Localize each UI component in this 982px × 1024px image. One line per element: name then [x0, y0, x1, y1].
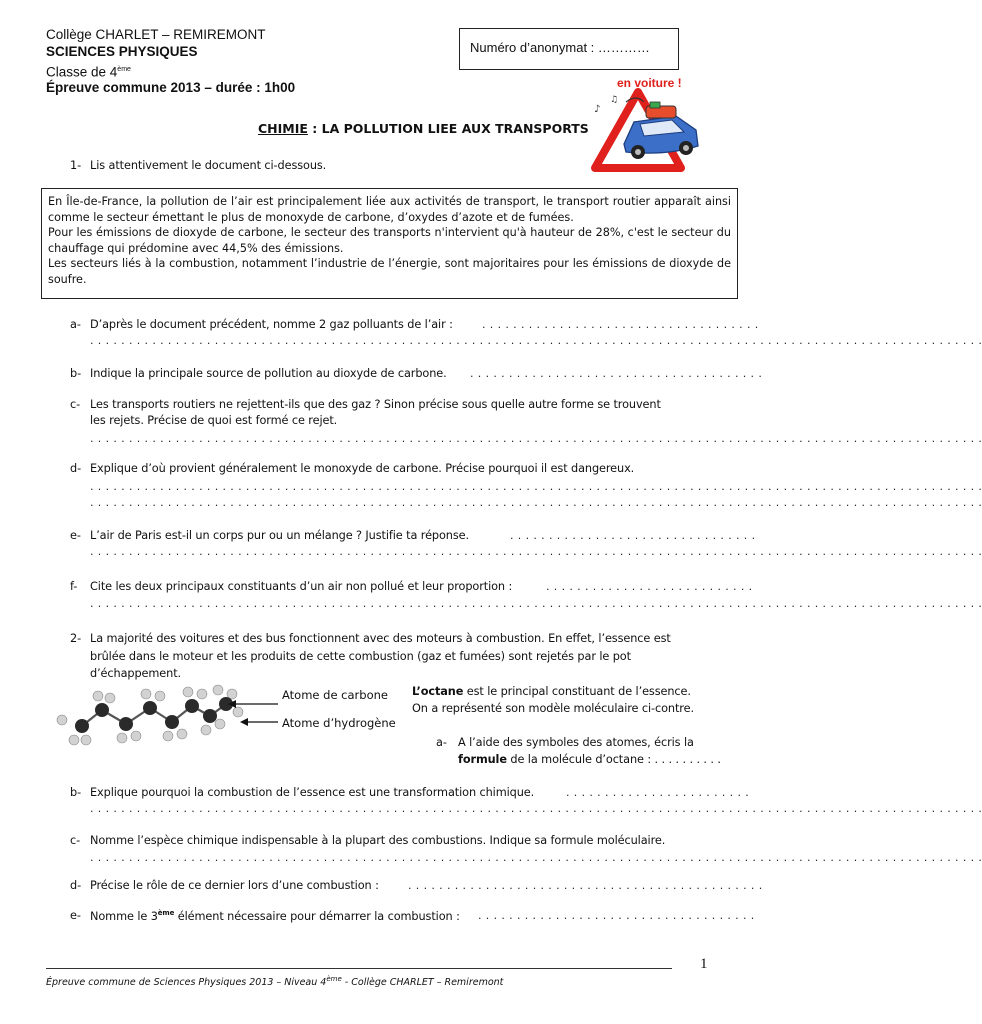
question-2-number: 2- — [70, 632, 82, 645]
question-2-text: La majorité des voitures et des bus fonctionnent avec des moteurs à combustion. En effet, l’essence est — [90, 632, 671, 645]
question-1-number: 1- — [70, 159, 82, 172]
answer-line[interactable]: . . . . . . . . . . . . . . . . . . . . . . . . . . . . . . . . . . . . . . . . . . . . . . . . . . . . . . . . . . . . . . . . . . . . . . . . . . . . . . . . . . . . . . . . . . . . . . . . . . . . . . . . . . . . . . . . . . . — [90, 480, 982, 493]
subject-title: SCIENCES PHYSIQUES — [46, 44, 198, 59]
question-text: L’air de Paris est-il un corps pur ou un mélange ? Justifie ta réponse. — [90, 529, 469, 542]
question-letter: d- — [70, 879, 82, 892]
answer-line[interactable]: . . . . . . . . . . . . . . . . . . . . . . . . . . . . . . . . . . . . . . — [470, 367, 763, 380]
car-warning-illustration — [586, 72, 706, 172]
question-letter: e- — [70, 529, 81, 542]
warning-sign-icon — [586, 72, 706, 172]
question-text: A l’aide des symboles des atomes, écris la — [458, 736, 694, 749]
question-text: Nomme le 3ème élément nécessaire pour démarrer la combustion : — [90, 909, 460, 923]
document-excerpt — [41, 188, 738, 299]
question-letter: a- — [436, 736, 447, 749]
class-level: Classe de 4ème — [46, 64, 131, 80]
carbon-atom-label: Atome de carbone — [282, 688, 388, 702]
page-number: 1 — [700, 956, 708, 972]
section-title: CHIMIE : LA POLLUTION LIEE AUX TRANSPORTS — [258, 121, 589, 136]
answer-line[interactable]: . . . . . . . . . . . . . . . . . . . . . . . . . . . . . . . . . . . . . . . . . . . . . . . . . . . . . . . . . . . . . . . . . . . . . . . . . . . . . . . . . . . . . . . . . . . . . . . . . . . . . . . . . . . . . . . . . . . — [90, 597, 982, 610]
question-text: Explique pourquoi la combustion de l’essence est une transformation chimique. — [90, 786, 535, 799]
question-2-text: d’échappement. — [90, 667, 182, 680]
question-text: Indique la principale source de pollution au dioxyde de carbone. — [90, 367, 447, 380]
question-letter: f- — [70, 580, 78, 593]
answer-line[interactable]: . . . . . . . . . . . . . . . . . . . . . . . . . . . . . . . . . . . . . . . . . . . . . . . . . . . . . . . . . . . . . . . . . . . . . . . . . . . . . . . . . . . . . . . . . . . . . . . . . . . . . . . . . . . . . . . . . . . — [90, 802, 982, 815]
question-text: formule de la molécule d’octane : . . . . . . . . . . — [458, 753, 721, 766]
footer-divider — [46, 968, 672, 969]
question-text: les rejets. Précise de quoi est formé ce rejet. — [90, 414, 338, 427]
answer-line[interactable]: . . . . . . . . . . . . . . . . . . . . . . . . . . . . . . . . . . . . . . . . . . . . . . . . . . . . . . . . . . . . . . . . . . . . . . . . . . . . . . . . . . . . . . . . . . . . . . . . . . . . . . . . . . . . . . . . . . . — [90, 496, 982, 509]
anonymity-label: Numéro d’anonymat : ………… — [470, 40, 650, 55]
hydrogen-atom-label: Atome d’hydrogène — [282, 716, 396, 730]
question-letter: e- — [70, 909, 81, 922]
document-paragraph: Pour les émissions de dioxyde de carbone, le secteur des transports n'intervient qu'à hauteur de 28%, c'est le secteur du chauffage qui prédomine avec 44,5% des émissions. — [48, 226, 731, 255]
answer-line[interactable]: . . . . . . . . . . . . . . . . . . . . . . . . . . . . . . . . . . . . . . . . . . . . . . . . . . . . . . . . . . . . . . . . . . . . . . . . . . . . . . . . . . . . . . . . . . . . . . . . . . . . . . . . . . . . . . . . . . . — [90, 432, 982, 445]
question-text: Nomme l’espèce chimique indispensable à la plupart des combustions. Indique sa formule moléculaire. — [90, 834, 666, 847]
question-letter: b- — [70, 786, 82, 799]
question-text: Explique d’où provient généralement le monoxyde de carbone. Précise pourquoi il est dangereux. — [90, 462, 635, 475]
question-letter: a- — [70, 318, 81, 331]
octane-description: On a représenté son modèle moléculaire ci-contre. — [412, 702, 694, 715]
question-letter: c- — [70, 834, 81, 847]
svg-text:♫: ♫ — [610, 95, 619, 105]
document-paragraph: Les secteurs liés à la combustion, notamment l’industrie de l’énergie, sont majoritaires pour les émissions de dioxyde de soufre. — [48, 257, 731, 286]
question-letter: d- — [70, 462, 82, 475]
anonymity-number-field[interactable] — [459, 28, 679, 70]
question-2-text: brûlée dans le moteur et les produits de cette combustion (gaz et fumées) sont rejetés par le pot — [90, 650, 631, 663]
school-name: Collège CHARLET – REMIREMONT — [46, 27, 266, 42]
answer-line[interactable]: . . . . . . . . . . . . . . . . . . . . . . . . . . . . . . . . . . . . . . . . . . . . . . . . . . . . . . . . . . . . . . . . . . . . . . . . . . . . . . . . . . . . . . . . . . . . . . . . . . . . . . . . . . . . . . . . . . . — [90, 545, 982, 558]
answer-line[interactable]: . . . . . . . . . . . . . . . . . . . . . . . . . . . . . . . . . . . . — [482, 318, 759, 331]
question-text: D’après le document précédent, nomme 2 gaz polluants de l’air : — [90, 318, 453, 331]
answer-line[interactable]: . . . . . . . . . . . . . . . . . . . . . . . . . . . . . . . . . . . . . . . . . . . . . . — [408, 879, 763, 892]
octane-molecule-icon — [46, 684, 286, 754]
question-letter: b- — [70, 367, 82, 380]
answer-line[interactable]: . . . . . . . . . . . . . . . . . . . . . . . . . . . . . . . . . . . . — [478, 909, 755, 922]
exam-title: Épreuve commune 2013 – durée : 1h00 — [46, 80, 296, 95]
svg-text:♪: ♪ — [594, 104, 601, 115]
document-paragraph: En Île-de-France, la pollution de l’air est principalement liée aux activités de transport, le transport routier apparaît ainsi comme le secteur émettant le plus de monoxyde de carbone, d’oxydes d’azote et de fumées. — [48, 195, 731, 224]
answer-line[interactable]: . . . . . . . . . . . . . . . . . . . . . . . . . . . . . . . . — [510, 529, 756, 542]
question-text: Cite les deux principaux constituants d’un air non pollué et leur proportion : — [90, 580, 513, 593]
footer-text: Épreuve commune de Sciences Physiques 2013 – Niveau 4ème - Collège CHARLET – Remiremont — [46, 975, 504, 989]
illustration-caption: en voiture ! — [617, 76, 682, 90]
question-1-text: Lis attentivement le document ci-dessous. — [90, 159, 327, 172]
answer-line[interactable]: . . . . . . . . . . . . . . . . . . . . . . . . . . . . . . . . . . . . . . . . . . . . . . . . . . . . . . . . . . . . . . . . . . . . . . . . . . . . . . . . . . . . . . . . . . . . . . . . . . . . . . . . . . . . . . . . . . . — [90, 334, 982, 347]
question-letter: c- — [70, 398, 81, 411]
octane-description: L’octane est le principal constituant de l’essence. — [412, 685, 691, 698]
answer-line[interactable]: . . . . . . . . . . . . . . . . . . . . . . . . . . . . . . . . . . . . . . . . . . . . . . . . . . . . . . . . . . . . . . . . . . . . . . . . . . . . . . . . . . . . . . . . . . . . . . . . . . . . . . . . . . . . . . . . . . . — [90, 851, 982, 864]
question-text: Les transports routiers ne rejettent-ils que des gaz ? Sinon précise sous quelle autre forme se trouvent — [90, 398, 661, 411]
answer-line[interactable]: . . . . . . . . . . . . . . . . . . . . . . . . . . . — [546, 580, 753, 593]
question-text: Précise le rôle de ce dernier lors d’une combustion : — [90, 879, 379, 892]
answer-line[interactable]: . . . . . . . . . . . . . . . . . . . . . . . . — [566, 786, 750, 799]
